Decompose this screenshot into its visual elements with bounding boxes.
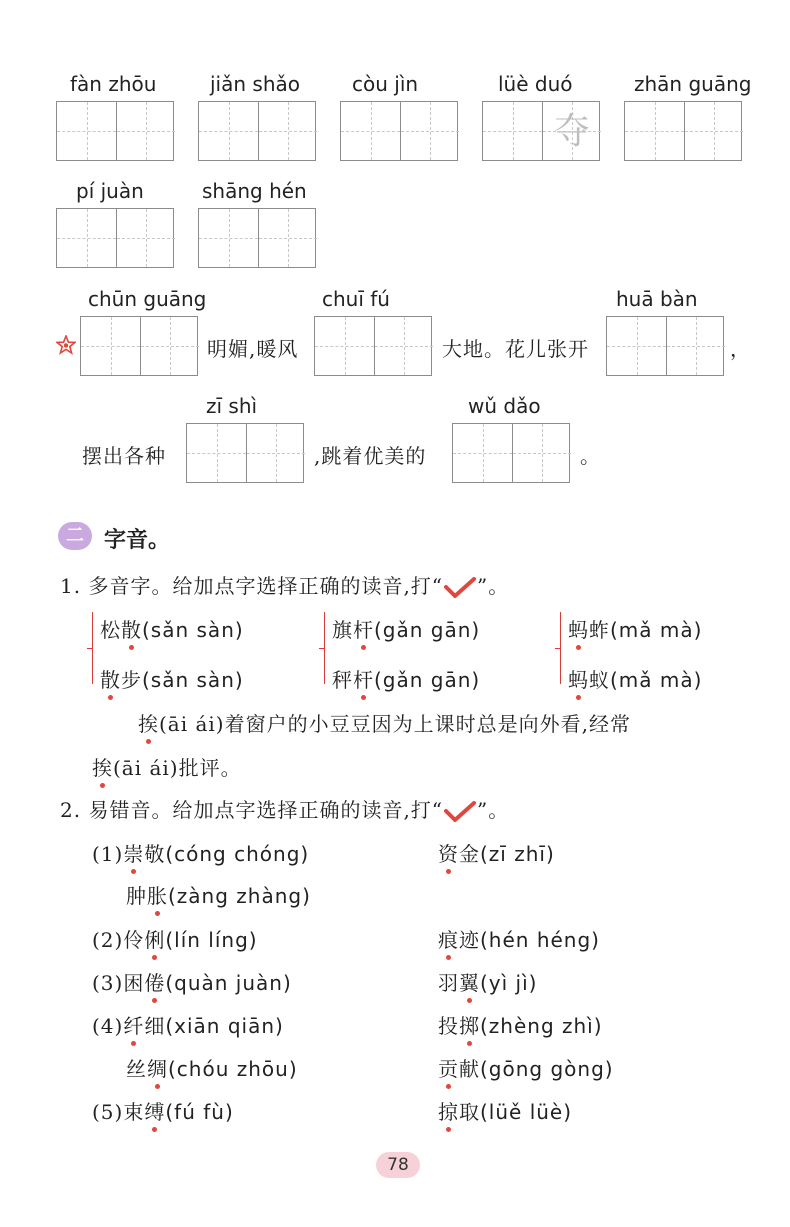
pronunciation-item: (4)纤细(xiān qiān) bbox=[92, 1010, 284, 1039]
passage-text: 大地。花儿张开 bbox=[442, 337, 589, 361]
pronunciation-item: (5)束缚(fú fù) bbox=[92, 1096, 234, 1125]
writing-grid[interactable] bbox=[198, 208, 316, 268]
pronunciation-item: (3)困倦(quàn juàn) bbox=[92, 967, 292, 996]
check-mark-icon bbox=[443, 577, 477, 599]
writing-grid[interactable] bbox=[482, 101, 600, 161]
brace-bracket bbox=[324, 612, 331, 684]
pinyin-label: zī shì bbox=[206, 394, 258, 418]
polyphone-item: 秤杆(gǎn gān) bbox=[332, 664, 480, 693]
writing-grid[interactable] bbox=[452, 423, 570, 483]
polyphone-item: 散步(sǎn sàn) bbox=[100, 664, 244, 693]
page-number: 78 bbox=[376, 1152, 420, 1178]
passage-text: ， bbox=[730, 337, 751, 361]
polyphone-item: 松散(sǎn sàn) bbox=[100, 614, 244, 643]
pronunciation-item: 丝绸(chóu zhōu) bbox=[126, 1053, 298, 1082]
pinyin-label: lüè duó bbox=[498, 72, 573, 96]
pronunciation-item: 贡献(gōng gòng) bbox=[438, 1053, 614, 1082]
section-number-badge: 二 bbox=[58, 522, 92, 550]
pronunciation-item: 痕迹(hén héng) bbox=[438, 924, 600, 953]
polyphone-item: 旗杆(gǎn gān) bbox=[332, 614, 480, 643]
pinyin-label: shāng hén bbox=[202, 179, 307, 203]
polyphone-item: 蚂蚱(mǎ mà) bbox=[568, 614, 702, 643]
brace-bracket bbox=[92, 612, 99, 684]
pinyin-label: fàn zhōu bbox=[70, 72, 157, 96]
check-mark-icon bbox=[443, 801, 477, 823]
pronunciation-item: 投掷(zhèng zhì) bbox=[438, 1010, 603, 1039]
pronunciation-item: 羽翼(yì jì) bbox=[438, 967, 537, 996]
polyphone-item: 蚂蚁(mǎ mà) bbox=[568, 664, 702, 693]
pinyin-label: chūn guāng bbox=[88, 287, 207, 311]
question-label: 1. 多音字。给加点字选择正确的读音,打“ ”。 bbox=[60, 574, 510, 598]
pronunciation-item: 掠取(lüě lüè) bbox=[438, 1096, 572, 1125]
writing-grid[interactable] bbox=[80, 316, 198, 376]
pinyin-label: chuī fú bbox=[322, 287, 390, 311]
pinyin-label: còu jìn bbox=[352, 72, 419, 96]
pronunciation-item: (2)伶俐(lín líng) bbox=[92, 924, 258, 953]
writing-grid[interactable] bbox=[198, 101, 316, 161]
writing-grid[interactable] bbox=[340, 101, 458, 161]
pinyin-label: wǔ dǎo bbox=[468, 394, 541, 418]
passage-text: 摆出各种 bbox=[82, 444, 166, 468]
pronunciation-item: (1)崇敬(cóng chóng) bbox=[92, 838, 309, 867]
section-title: 字音。 bbox=[104, 528, 171, 553]
sentence-line: 挨(āi ái)批评。 bbox=[92, 752, 242, 781]
pronunciation-item: 资金(zī zhī) bbox=[438, 838, 555, 867]
pinyin-label: zhān guāng bbox=[634, 72, 752, 96]
passage-text: ,跳着优美的 bbox=[314, 444, 427, 468]
question-label: 2. 易错音。给加点字选择正确的读音,打“ ”。 bbox=[60, 798, 510, 822]
sentence-line: 挨(āi ái)着窗户的小豆豆因为上课时总是向外看,经常 bbox=[138, 708, 631, 737]
writing-grid[interactable] bbox=[624, 101, 742, 161]
pinyin-label: pí juàn bbox=[76, 179, 144, 203]
pinyin-label: jiǎn shǎo bbox=[210, 72, 300, 96]
example-character-hint: 夺 bbox=[554, 111, 591, 152]
passage-text: 明媚,暖风 bbox=[207, 337, 299, 361]
star-icon bbox=[56, 335, 76, 355]
pinyin-label: huā bàn bbox=[616, 287, 698, 311]
brace-bracket bbox=[560, 612, 567, 684]
pronunciation-item: 肿胀(zàng zhàng) bbox=[126, 880, 311, 909]
writing-grid[interactable] bbox=[186, 423, 304, 483]
writing-grid[interactable] bbox=[56, 101, 174, 161]
writing-grid[interactable] bbox=[314, 316, 432, 376]
writing-grid[interactable] bbox=[56, 208, 174, 268]
writing-grid[interactable] bbox=[606, 316, 724, 376]
passage-text: 。 bbox=[580, 444, 601, 468]
